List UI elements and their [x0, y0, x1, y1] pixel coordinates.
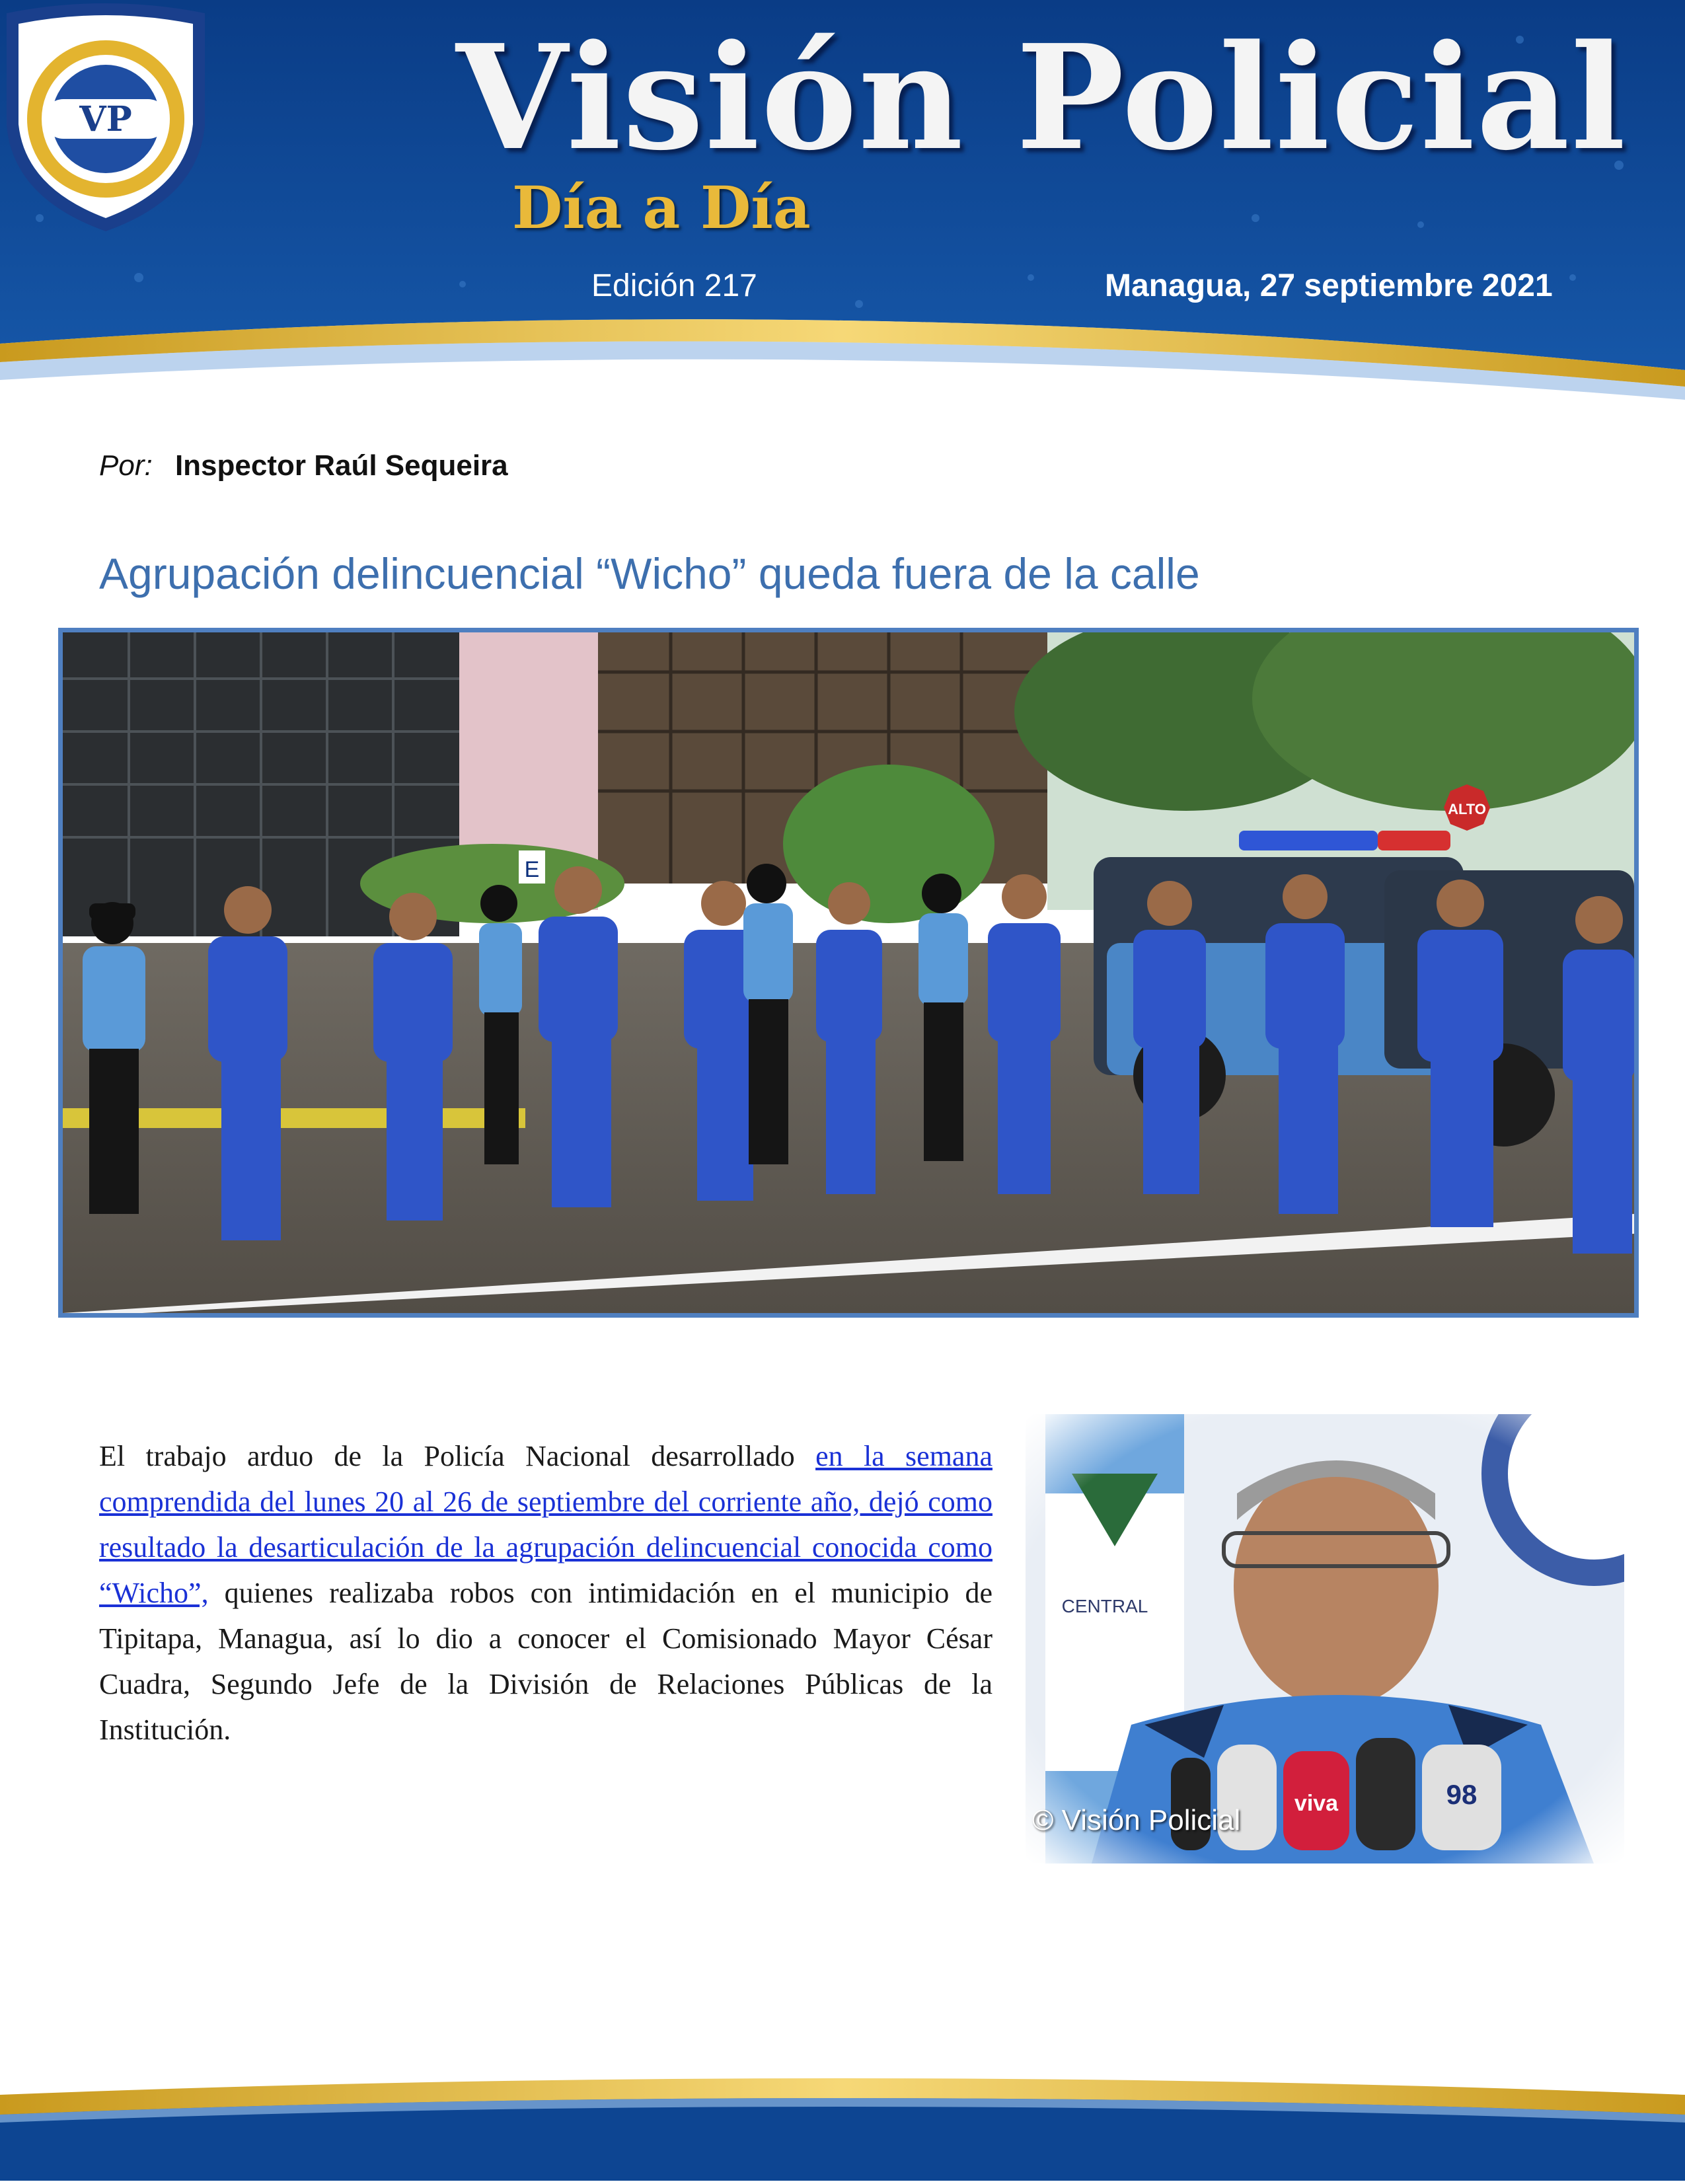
- svg-text:E: E: [524, 857, 540, 882]
- article-headline: Agrupación delincuencial “Wicho” queda fuera de la calle: [99, 549, 1200, 598]
- svg-text:VP: VP: [79, 99, 132, 139]
- article-body: [99, 1433, 992, 1752]
- main-photo-detainees: [58, 628, 1639, 1318]
- photo-watermark: © Visión Policial: [1032, 1804, 1241, 1836]
- byline: [99, 449, 508, 482]
- publication-date: Managua, 27 septiembre 2021: [1105, 268, 1553, 303]
- footer-swoosh: [0, 2075, 1685, 2181]
- author-name: Inspector Raúl Sequeira: [174, 449, 508, 482]
- article-link[interactable]: en la semana comprendida del lunes 20 al 26 de septiembre del corriente año, dejó como resultado la desarticulación de la agrupación delincuencial conocida como “Wicho”,: [99, 1440, 992, 1609]
- body-text-rest: quienes realizaba robos con intimidación en el municipio de Tipitapa, Managua, así lo dio a conocer el Comisionado Mayor César Cuadra, Segundo Jefe de la División de Relaciones Públicas de la Institución.: [99, 1577, 992, 1746]
- svg-text:ALTO: ALTO: [1448, 801, 1486, 817]
- masthead-subtitle: Día a Día: [512, 173, 811, 242]
- byline-prefix: Por:: [99, 449, 153, 482]
- masthead: [0, 0, 1685, 423]
- body-text-intro: El trabajo arduo de la Policía Nacional desarrollado: [99, 1440, 816, 1472]
- edition-number: Edición 217: [591, 268, 757, 303]
- masthead-title: Visión Policial: [456, 13, 1628, 182]
- vp-shield-logo: [0, 0, 211, 238]
- side-photo-commissioner: [1026, 1414, 1624, 1864]
- footer-band: [0, 2075, 1685, 2181]
